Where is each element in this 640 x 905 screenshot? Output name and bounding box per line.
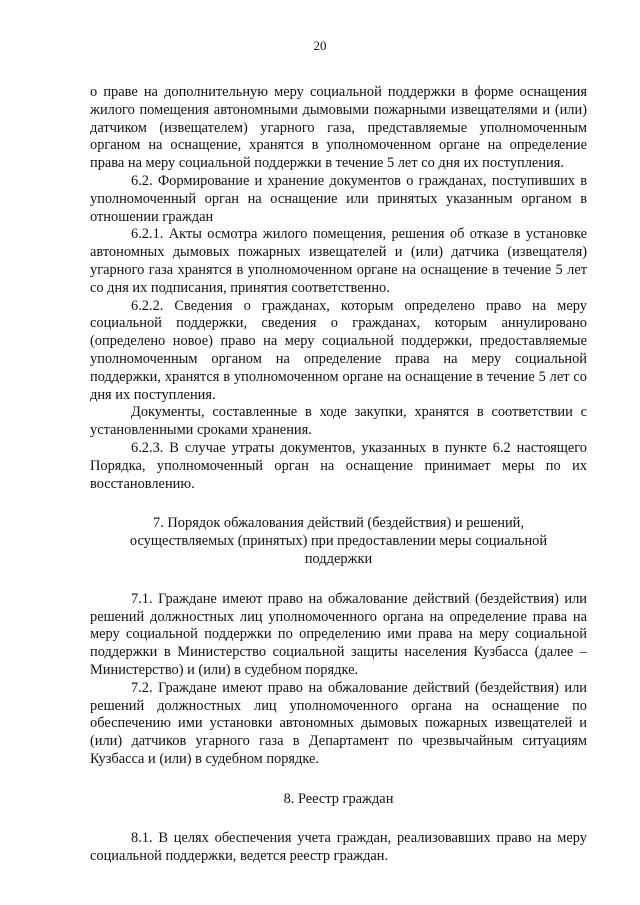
section-7-heading: 7. Порядок обжалования действий (бездействия) и решений, осуществляемых (принятых) при предоставлении меры социальной поддержки bbox=[129, 515, 548, 567]
paragraph-7-1: 7.1. Граждане имеют право на обжалование действий (бездействия) или решений должностных лиц уполномоченного органа на определение права на меру социальной поддержки по определению ими права на меру социальной поддержки в Министерство социальной защиты населения Кузбасса (далее – Министерство) и (или) в судебном порядке. bbox=[90, 590, 587, 678]
section-8-heading: 8. Реестр граждан bbox=[283, 790, 394, 807]
paragraph-8-1: 8.1. В целях обеспечения учета граждан, реализовавших право на меру социальной поддержки, ведется реестр граждан. bbox=[90, 830, 587, 865]
paragraph-6-2: 6.2. Формирование и хранение документов о гражданах, поступивших в уполномоченный орган на оснащение или принятых указанным органом в отношении граждан bbox=[90, 172, 587, 225]
paragraph-7-2: 7.2. Граждане имеют право на обжалование действий (бездействия) или решений должностных лиц уполномоченного органа на оснащение по обеспечению ими установки автономных дымовых пожарных извещателей и (или) датчиков угарного газа в Департамент по чрезвычайным ситуациям Кузбасса и (или) в судебном порядке. bbox=[90, 679, 587, 767]
paragraph-6-2-1: 6.2.1. Акты осмотра жилого помещения, решения об отказе в установке автономных дымовых пожарных извещателей и (или) датчика (извещателя) угарного газа хранятся в уполномоченном органе на оснащение в течение 5 лет со дня их подписания, принятия соответственно. bbox=[90, 226, 587, 296]
paragraph-6-2-3: 6.2.3. В случае утраты документов, указанных в пункте 6.2 настоящего Порядка, уполномоченный орган на оснащение принимает меры по их восстановлению. bbox=[90, 439, 587, 492]
page-number: 20 bbox=[313, 38, 327, 53]
document-body bbox=[90, 84, 587, 866]
paragraph-procurement-docs: Документы, составленные в ходе закупки, хранятся в соответствии с установленными сроками хранения. bbox=[90, 404, 587, 439]
paragraph-6-2-2: 6.2.2. Сведения о гражданах, которым определено право на меру социальной поддержки, сведения о гражданах, которым аннулировано (определено новое) право на меру социальной поддержки, предоставляемые уполномоченным органом на определение права на меру социальной поддержки, хранятся в уполномоченном органе на оснащение в течение 5 лет со дня их поступления. bbox=[90, 297, 587, 403]
paragraph-continuation: о праве на дополнительную меру социальной поддержки в форме оснащения жилого помещения автономными дымовыми пожарными извещателями и (или) датчиком (извещателем) угарного газа, представляемые уполномоченным органом на оснащение, хранятся в уполномоченном органе на определение права на меру социальной поддержки в течение 5 лет со дня их поступления. bbox=[90, 84, 587, 172]
